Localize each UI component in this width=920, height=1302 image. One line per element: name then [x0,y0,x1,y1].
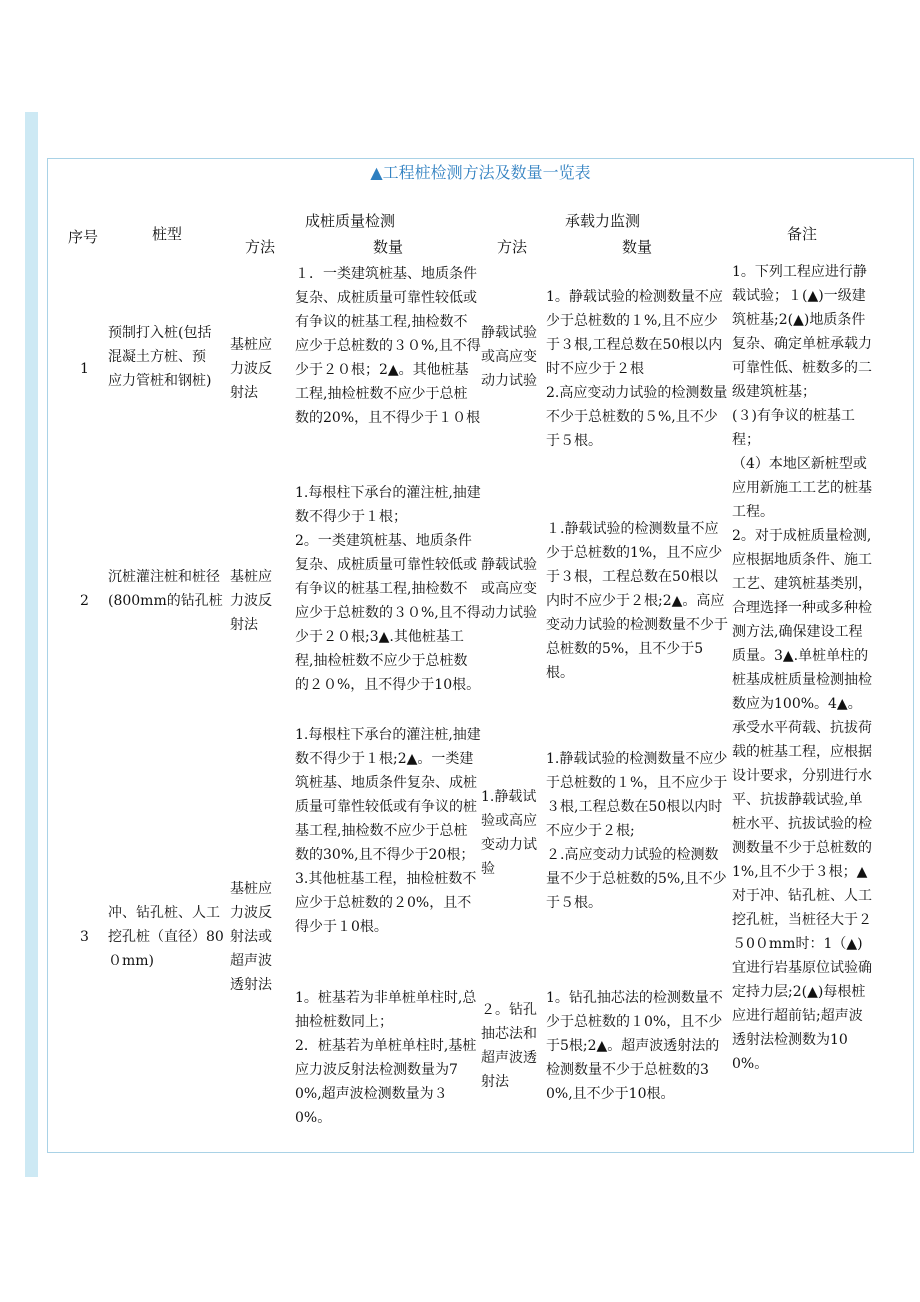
row3-capacity-quantity-b: 1。钻孔抽芯法的检测数量不少于总桩数的１0%，且不少于5根;2▲。超声波透射法的检测数量不少于总桩数的30%,且不少于10根。 [546,990,723,1102]
page-title: ▲工程桩检测方法及数量一览表 [370,163,591,182]
row1-method: 基桩应力波反射法 [230,337,272,401]
row2-capacity-quantity: １.静载试验的检测数量不应少于总桩数的1%，且不应少于３根，工程总数在50根以内时不应少于２根;2▲。高应变动力试验的检测数量不少于总桩数的5%，且不少于5根。 [546,521,728,681]
header-pile-type: 桩型 [152,225,183,243]
row3-seq: 3 [80,929,89,945]
row3-quantity-b: 1。桩基若为非单桩单柱时,总抽检桩数同上； 2．桩基若为单桩单柱时,基桩应力波反射法检测数量为70%,超声波检测数量为３0%。 [295,990,477,1126]
row2-quantity: 1.每根柱下承台的灌注桩,抽建数不得少于１根； 2。一类建筑桩基、地质条件复杂、成桩质量可靠性较低或有争议的桩基工程,抽检数不应少于总桩数的３０%,且不得少于２０根;3▲.其他桩基工程,抽检桩数不应少于总桩数的２０%，且不得少于10根。 [295,485,481,693]
row1-seq: 1 [80,361,89,377]
row3-capacity-method-a: 1.静载试验或高应变动力试验 [481,789,537,877]
left-accent-bar [25,112,38,1177]
remarks-text: 1。下列工程应进行静载试验；１(▲)一级建筑桩基;2(▲)地质条件复杂、确定单桩承载力可靠性低、桩数多的二级建筑桩基； (３)有争议的桩基工程； （4）本地区新桩型或应用新施工工艺的桩基工程。 2。对于成桩质量检测,应根据地质条件、施工工艺、建筑桩基类别，合理选择一种或多种检测方法,确保建设工程质量。3▲.单桩单柱的桩基成桩质量检测抽检数应为100%。4▲。承受水平荷载、抗拔荷载的桩基工程，应根据设计要求，分别进行水平、抗拔静载试验,单桩水平、抗拔试验的检测数量不少于总桩数的1%,且不少于３根；▲对于冲、钻孔桩、人工挖孔桩，当桩径大于２５0０mm时：1（▲)宜进行岩基原位试验确定持力层;2(▲)每根桩应进行超前钻;超声波透射法检测数为100%。 [732,264,872,1072]
header-method: 方法 [245,238,276,256]
row3-capacity-method-b: ２。钻孔抽芯法和超声波透射法 [481,1002,537,1090]
row1-pile-type: 预制打入桩(包括混凝土方桩、预应力管桩和钢桩) [108,325,212,389]
row3-pile-type: 冲、钻孔桩、人工挖孔桩（直径）80０mm) [108,905,224,969]
row3-quantity-a: 1.每根柱下承台的灌注桩,抽建数不得少于１根;2▲。一类建筑桩基、地质条件复杂、成桩质量可靠性较低或有争议的桩基工程,抽检数不应少于总桩数的30%,且不得少于20根； 3.其他桩基工程，抽检桩数不应少于总桩数的２0%，且不得少于１0根。 [295,727,481,935]
row2-capacity-method: 静载试验或高应变动力试验 [481,557,537,621]
row3-capacity-quantity-a: 1.静载试验的检测数量不应少于总桩数的１%，且不应少于３根,工程总数在50根以内时不应少于２根; ２.高应变动力试验的检测数量不少于总桩数的5%,且不少于５根。 [546,751,728,911]
row1-quantity: １．一类建筑桩基、地质条件复杂、成桩质量可靠性较低或有争议的桩基工程,抽检数不应少于总桩数的３０%,且不得少于２０根；2▲。其他桩基工程,抽检桩数不应少于总桩数的20%，且不得少于１０根 [295,266,481,426]
header-quantity: 数量 [373,238,404,256]
row2-seq: 2 [80,593,89,609]
row2-method: 基桩应力波反射法 [230,569,272,633]
row1-capacity-quantity: 1。静载试验的检测数量不应少于总桩数的１%,且不应少于３根,工程总数在50根以内时不应少于２根 2.高应变动力试验的检测数量不少于总桩数的５%,且不少于５根。 [546,289,728,449]
header-capacity-group: 承载力监测 [565,212,641,230]
header-integrity-group: 成桩质量检测 [305,212,396,230]
row1-capacity-method: 静载试验或高应变动力试验 [481,325,537,389]
row2-pile-type: 沉桩灌注桩和桩径(800mm的钻孔桩 [108,569,223,609]
header-remarks: 备注 [787,225,818,243]
row3-method: 基桩应力波反射法或超声波透射法 [230,881,272,993]
header-seq: 序号 [68,228,99,246]
header-capacity-method: 方法 [497,238,528,256]
header-capacity-quantity: 数量 [622,238,653,256]
